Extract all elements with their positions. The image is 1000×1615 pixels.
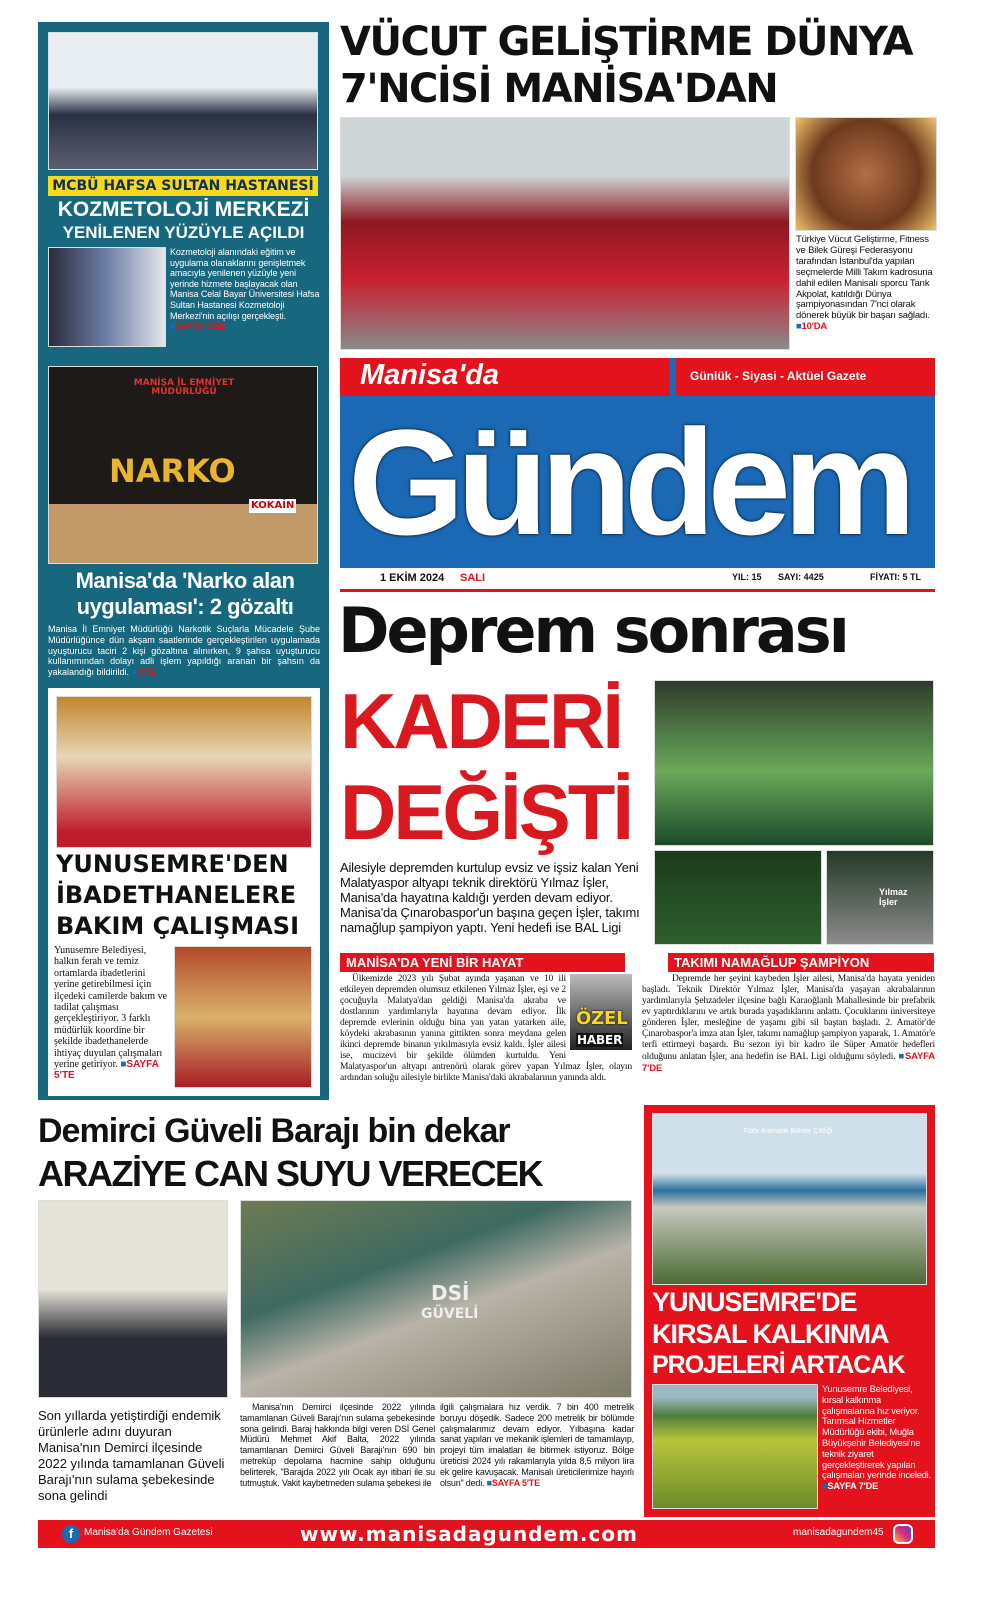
instagram-link[interactable]: manisadagundem45 bbox=[793, 1527, 884, 1538]
bodybuilding-title-1: VÜCUT GELİŞTİRME DÜNYA bbox=[340, 19, 913, 65]
dam-body-1: Manisa'nın Demirci ilçesinde 2022 yılında tamamlanan Güveli Barajı'nın sulama şebekesinde sona gelindi. Baraj hakkında bilgi veren DSİ Genel Müdürü Mehmet Akif Balta, 2022 yılında tamamlanan Demirci Güveli Barajı'nın 690 bin metreküp depolama hacmine sahip olduğunu belirterek, "Barajda 2022 yılı Ocak ayı itibari ile su tutmuştuk. Vakit kaybetmeden sulama şebekesi ile bbox=[240, 1402, 435, 1488]
main-body-1 bbox=[340, 974, 632, 1084]
aromatic-plants-photo bbox=[652, 1384, 818, 1509]
athlete-photo bbox=[795, 117, 937, 231]
narcotics-photo-sign: MANİSA İL EMNİYET MÜDÜRLÜĞÜ bbox=[133, 378, 235, 397]
mosque-interior-photo bbox=[56, 696, 312, 848]
guveli-sign: GÜVELİ bbox=[421, 1306, 479, 1322]
team-photo bbox=[654, 680, 934, 846]
narcotics-photo bbox=[48, 366, 318, 564]
bodybuilding-caption: Türkiye Vücut Geliştirme, Fitness ve Bilek Güreşi Federasyonu tarafından İstanbul'da yapılan seçmelerde Milli Takım kadrosuna dahil edilen Manisalı sporcu Tarık Akpolat, katıldığı Dünya şampiyonasından 7'nci olarak dönerek büyük bir başarı sağladı. ■ 10'DA bbox=[796, 235, 936, 333]
dam-body-2: ilgili çalışmalara hız verdik. 7 bin 400 metrelik boruyu döşedik. Sadece 200 metrelik bir bölümde çalışmalarımız devam ediyor. Yılbaşına kadar sanat yapıları ve mekanik işlemleri de tamamlayıp, projeyi tüm imalatları ile bitirmek istiyoruz. Bölge üreticisi 2024 yılı rakamlarıyla yılda 8,5 milyon lira ek gelire kavuşacak. Manisalı üreticilerimize hayırlı olsun" dedi. ■ SAYFA 5'TE bbox=[440, 1402, 634, 1488]
kozmetoloji-title-2: YENİLENEN YÜZÜYLE AÇILDI bbox=[62, 223, 305, 242]
dam-lead: Son yıllarda yetiştirdiği endemik ürünlerle adını duyuran Manisa'nın Demirci ilçesinde 2022 yılında tamamlanan Güveli Barajı'nın sulama şebekesinde sona gelindi bbox=[38, 1408, 225, 1503]
narko-page-ref[interactable]: ■ 3'TE bbox=[132, 667, 156, 677]
kokain-label: KOKAİN bbox=[251, 500, 295, 511]
main-title-1: Deprem sonrası bbox=[338, 594, 847, 667]
footer-bar bbox=[38, 1520, 935, 1548]
national-team-photo bbox=[340, 117, 790, 350]
kozmetoloji-body: Kozmetoloji alanındaki eğitim ve uygulama olanaklarını genişletmek amacıyla yenilenen yüzüyle yeni yerinde hizmete başlayacak olan Manisa Celal Bayar Üniversitesi Hafsa Sultan Hastanesi Kozmetoloji Merkezi'nin açılışı gerçekleşti. ■ SAYFA 8'DE bbox=[170, 247, 322, 332]
bodybuilding-title-2: 7'NCİSİ MANİSA'DAN bbox=[340, 66, 778, 112]
farm-visit-photo bbox=[652, 1113, 927, 1285]
farm-sign: Tıbbi-Aromatik Bitkiler Çiftliği bbox=[743, 1128, 833, 1135]
dsi-sign: DSİ bbox=[431, 1281, 470, 1305]
subhead-undefeated: TAKIMI NAMAĞLUP ŞAMPİYON bbox=[668, 953, 934, 972]
main-title-2: KADERİ bbox=[340, 677, 622, 765]
kozmetoloji-photo bbox=[48, 247, 166, 347]
facebook-link[interactable]: Manisa'da Gündem Gazetesi bbox=[84, 1527, 213, 1538]
date-line bbox=[340, 572, 935, 592]
rural-title-3: PROJELERİ ARTACAK bbox=[652, 1351, 905, 1379]
subhead-new-life: MANİSA'DA YENİ BİR HAYAT bbox=[340, 953, 625, 972]
masthead-logo: Gündem bbox=[348, 398, 909, 566]
issue-number: SAYI: 4425 bbox=[778, 572, 824, 582]
issue-price: FİYATI: 5 TL bbox=[870, 572, 922, 582]
training-photo bbox=[654, 850, 822, 945]
dam-title-1: Demirci Güveli Barajı bin dekar bbox=[38, 1112, 510, 1150]
yunusemre-page-ref[interactable]: ■ SAYFA 5'TE bbox=[54, 1059, 158, 1081]
dam-page-ref[interactable]: ■ SAYFA 5'TE bbox=[487, 1478, 540, 1488]
yunusemre-title-1: YUNUSEMRE'DEN bbox=[56, 850, 289, 878]
kozmetoloji-page-ref[interactable]: ■ SAYFA 8'DE bbox=[170, 321, 225, 331]
rural-body: Yunusemre Belediyesi, kırsal kalkınma çalışmalarına hız veriyor. Tarımsal Hizmetler Müdürlüğü ekibi, Muğla Büyükşehir Belediyesi'ne teknik ziyaret gerçekleştirerek yapılan çalışmaları yerinde inceledi. ■ SAYFA 7'DE bbox=[822, 1384, 932, 1492]
main-body-2: Depremde her şeyini kaybeden İşler ailesi, Manisa'da hayata yeniden başladı. Teknik Direktör Yılmaz İşler, Manisa'da yaşayan akrabalarının yardımlarıyla Şehzadeler ilçesine bağlı Karaoğlanlı Mahallesinde bir prefabrik ev yaptırdıklarını ve artık burada yaşadıklarını anlattı. Çocuklarını üniversiteye gönderen İşler, mesleğine de yaşamı gibi sil baştan başladı. 2. Amatör'de Çınarobaspor'a imza atan İşler, takımı namağlup şampiyon yaparak, 1. Amatör'e terfi ettirmeyi başardı. Bu sezon iyi bir kadro ile Süper Amatör hedefleri olduğunu anlatan İşler, ana hedefin ise BAL Ligi olduğunu söyledi. ■ SAYFA 7'DE bbox=[642, 974, 935, 1075]
bodybuilding-page-ref[interactable]: ■ 10'DA bbox=[796, 321, 827, 332]
main-intro: Ailesiyle depremden kurtulup evsiz ve işsiz kalan Yeni Malatyaspor altyapı teknik direktörü Yılmaz İşler, Manisa'da hayatına kaldığı yerden devam ediyor. Manisa'da Çınarobaspor'un başına geçen İşler, takımı namağlup şampiyon yaptı. Yeni hedefi ise BAL Ligi bbox=[340, 860, 640, 935]
haber-badge: HABER bbox=[577, 1033, 623, 1047]
narko-title: Manisa'da 'Narko alan uygulaması': 2 gözaltı bbox=[75, 568, 295, 619]
facebook-icon[interactable]: f bbox=[62, 1525, 80, 1543]
columnist-photo bbox=[570, 974, 632, 1050]
masthead-prefix: Manisa'da bbox=[360, 359, 500, 391]
mosque-cleaning-photo bbox=[174, 946, 312, 1088]
issue-year: YIL: 15 bbox=[732, 572, 762, 582]
kozmetoloji-kicker: MCBÜ HAFSA SULTAN HASTANESİ bbox=[48, 176, 318, 196]
narko-logo: NARKO bbox=[109, 452, 236, 490]
ribbon-cutting-photo bbox=[48, 32, 318, 170]
official-portrait-photo bbox=[38, 1200, 228, 1398]
rural-title-2: KIRSAL KALKINMA bbox=[652, 1319, 889, 1349]
yunusemre-body: Yunusemre Belediyesi, halkın ferah ve temiz ortamlarda ibadetlerini yerine getirebilmesi için ilçedeki camilerde bakım ve tadilat çalışması gerçekleştiriyor. 3 farklı müdürlük koordine bir şekilde ibadethanelerde ihtiyaç duyulan çalışmaları yerine getiriyor. ■ SAYFA 5'TE bbox=[54, 945, 168, 1082]
yunusemre-title-3: BAKIM ÇALIŞMASI bbox=[56, 912, 299, 940]
yunusemre-title-2: İBADETHANELERE bbox=[56, 881, 297, 909]
masthead bbox=[340, 358, 935, 568]
rural-title-1: YUNUSEMRE'DE bbox=[652, 1287, 857, 1317]
main-page-ref[interactable]: ■ SAYFA 7'DE bbox=[642, 1051, 935, 1074]
coach-photo-caption: Yılmaz İşler bbox=[879, 887, 908, 907]
issue-day: SALI bbox=[460, 572, 486, 584]
kozmetoloji-title-1: KOZMETOLOJİ MERKEZİ bbox=[57, 198, 310, 221]
website-link[interactable]: www.manisadagundem.com bbox=[300, 1522, 638, 1546]
main-body-1-text: Ülkemizde 2023 yılı Şubat ayında yaşanan ve 10 ili etkileyen depremden olumsuz etkilenen Yılmaz İşler, eşi ve 2 çocuğuyla Malatya'dan geldiği Manisa'da akraba ve dostlarının yardımlarıyla hayatına devam ediyor. İlk depremde evlerinin olduğu bina yan yatan yatarken aile, köydeki akrabasının yanına gittikten sonra meydana gelen ikinci depremde binanın yıkılmasıyla evsiz kaldı. İşler ailesi ise, mucizevi bir şekilde ölümden kurtuldu. Yeni Malatyaspor'un altyapı antrenörü olarak görev yapan Yılmaz İşler, olayın ardından soluğu ailesiyle birlikte Manisa'daki akrabalarının yanında aldı. bbox=[340, 974, 632, 1083]
main-title-3: DEĞİŞTİ bbox=[340, 768, 632, 856]
instagram-icon[interactable] bbox=[893, 1524, 913, 1544]
narko-body: Manisa İl Emniyet Müdürlüğü Narkotik Suçlarla Mücadele Şube Müdürlüğünce dün akşam saatlerinde gerçekleştirilen uygulamada uyuşturucu taciri 2 kişi gözaltına alınırken, 9 şahsa uyuşturucu kullanımından dolayı adli işlem yapıldığı aranan bir şahsın da yakalandığı bildirildi. ■ 3'TE bbox=[48, 624, 320, 678]
dam-photo bbox=[240, 1200, 632, 1398]
masthead-tagline: Günlük - Siyasi - Aktüel Gazete bbox=[690, 369, 867, 383]
dam-title-2: ARAZİYE CAN SUYU VERECEK bbox=[38, 1153, 543, 1194]
ozel-badge: ÖZEL bbox=[576, 1008, 628, 1029]
issue-date: 1 EKİM 2024 bbox=[380, 572, 445, 584]
rural-page-ref[interactable]: ■ SAYFA 7'DE bbox=[822, 1481, 878, 1491]
coach-photo bbox=[826, 850, 934, 945]
